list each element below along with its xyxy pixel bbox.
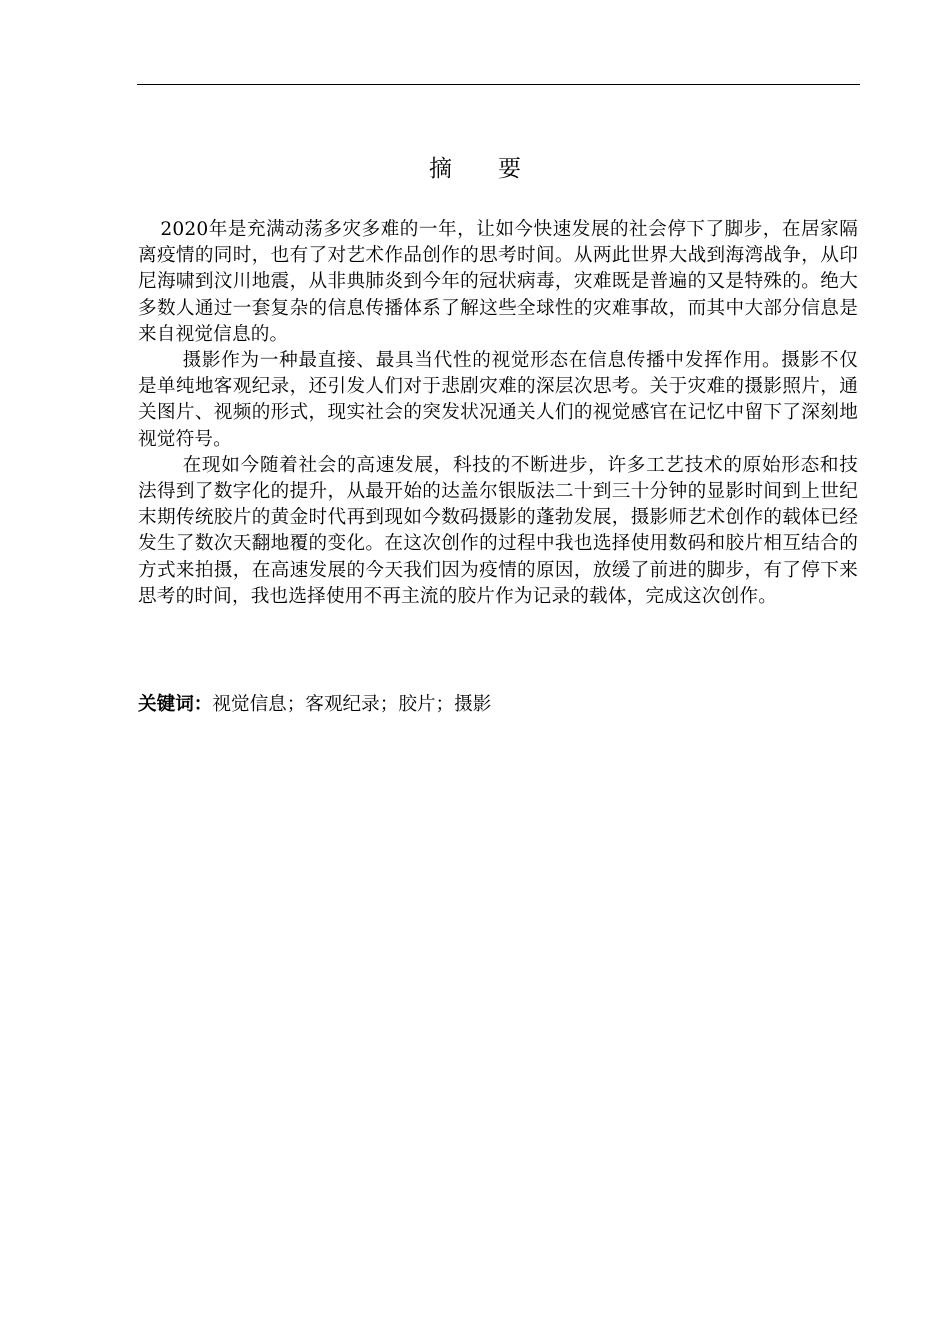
keywords-value: 视觉信息；客观纪录；胶片；摄影 [212,694,492,715]
abstract-title-char-1: 摘 [429,156,452,182]
abstract-body [138,217,858,610]
abstract-paragraph-1: 2020年是充满动荡多灾多难的一年，让如今快速发展的社会停下了脚步，在居家隔离疫情的同时，也有了对艺术作品创作的思考时间。从两此世界大战到海湾战争，从印尼海啸到汶川地震，从非典肺炎到今年的冠状病毒，灾难既是普遍的又是特殊的。绝大多数人通过一套复杂的信息传播体系了解这些全球性的灾难事故，而其中大部分信息是来自视觉信息的。 [138,219,858,345]
abstract-paragraph-2: 摄影作为一种最直接、最具当代性的视觉形态在信息传播中发挥作用。摄影不仅是单纯地客观纪录，还引发人们对于悲剧灾难的深层次思考。关于灾难的摄影照片，通关图片、视频的形式，现实社会的突发状况通关人们的视觉感官在记忆中留下了深刻地视觉符号。 [138,350,858,450]
keywords-label: 关键词： [138,694,213,715]
abstract-title [0,152,950,186]
header-rule [137,84,860,85]
keywords-line [138,692,858,718]
abstract-title-char-2: 要 [498,156,521,182]
abstract-paragraph-3: 在现如今随着社会的高速发展，科技的不断进步，许多工艺技术的原始形态和技法得到了数字化的提升，从最开始的达盖尔银版法二十到三十分钟的显影时间到上世纪末期传统胶片的黄金时代再到现如今数码摄影的蓬勃发展，摄影师艺术创作的载体已经发生了数次天翻地覆的变化。在这次创作的过程中我也选择使用数码和胶片相互结合的方式来拍摄，在高速发展的今天我们因为疫情的原因，放缓了前进的脚步，有了停下来思考的时间，我也选择使用不再主流的胶片作为记录的载体，完成这次创作。 [138,454,858,607]
